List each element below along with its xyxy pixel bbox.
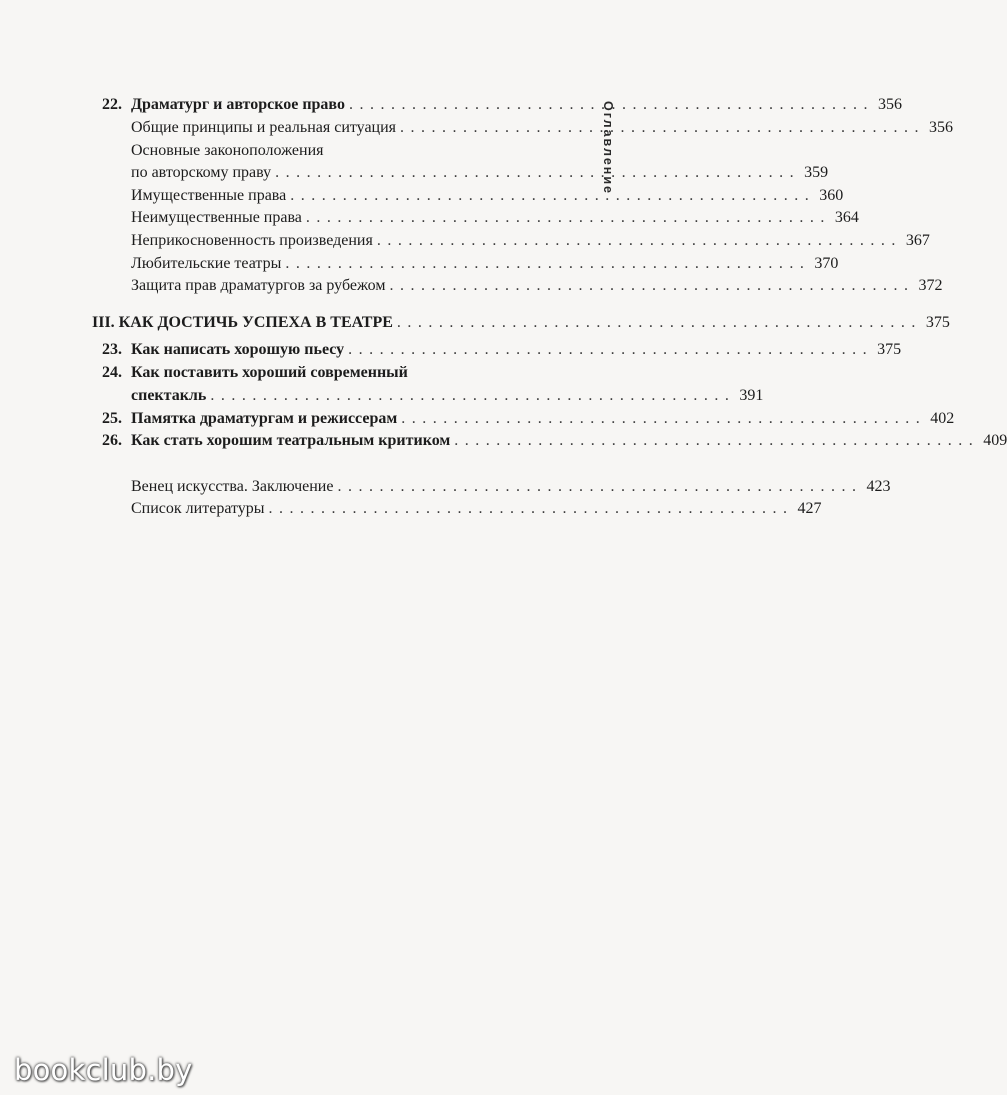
toc-page-number: 375 [877,341,902,358]
toc-subentry[interactable] [131,275,943,297]
toc-entry-label: Как стать хорошим театральным критиком [131,432,451,449]
toc-page-number: 364 [834,209,859,226]
toc-page-number: 367 [905,232,930,249]
toc-subentry[interactable] [131,207,859,229]
toc-entry-label: Неприкосновенность произведения [131,232,373,249]
leader-dots: .................................................. [396,314,922,331]
leader-dots: .................................................. [305,209,831,226]
toc-part-iii[interactable] [92,312,950,334]
toc-entry-label: Неимущественные права [131,209,302,226]
chapter-number: 23. [102,341,122,358]
toc-entry-label-line1: Как поставить хороший современный [131,364,408,381]
toc-entry-label: III. КАК ДОСТИЧЬ УСПЕХА В ТЕАТРЕ [92,314,393,331]
leader-dots: .................................................. [285,255,811,272]
toc-entry-25[interactable] [131,408,955,430]
toc-subentry[interactable] [131,117,954,139]
toc-entry-label: Любительские театры [131,255,282,272]
toc-page-number: 359 [804,164,829,181]
toc-entry-label: спектакль [131,387,207,404]
toc-entry-label: Драматург и авторское право [131,96,345,113]
leader-dots: .................................................. [268,500,794,517]
toc-entry-label: Общие принципы и реальная ситуация [131,119,397,136]
toc-subentry[interactable] [131,253,839,275]
running-header-text: Оглавление [601,101,616,195]
toc-entry-label-line1: Основные законоположения [131,142,324,159]
toc-subentry[interactable] [131,162,829,184]
toc-entry-label: Как написать хорошую пьесу [131,341,345,358]
toc-page-number: 356 [929,119,954,136]
toc-entry-bibliography[interactable] [131,498,822,520]
toc-entry-23[interactable] [131,339,902,361]
toc-page-number: 409 [983,432,1007,449]
toc-page-number: 423 [866,478,891,495]
toc-entry-label: Список литературы [131,500,265,517]
chapter-number: 24. [102,364,122,381]
toc-entry-label: Защита прав драматургов за рубежом [131,277,386,294]
toc-entry-22[interactable] [131,94,902,116]
toc-page-number: 375 [925,314,950,331]
leader-dots: .................................................. [210,387,736,404]
toc-page-number: 391 [739,387,764,404]
leader-dots: .................................................. [400,119,926,136]
toc-page-number: 370 [814,255,839,272]
leader-dots: .................................................. [389,277,915,294]
chapter-number: 22. [102,96,122,113]
toc-entry-label: Имущественные права [131,187,287,204]
toc-entry-24[interactable] [131,385,764,407]
toc-page-number: 402 [930,410,955,427]
toc-subentry[interactable] [131,230,930,252]
leader-dots: .................................................. [348,96,874,113]
chapter-number: 25. [102,410,122,427]
leader-dots: .................................................. [454,432,980,449]
leader-dots: .................................................. [275,164,801,181]
toc-entry-26[interactable] [131,430,1007,452]
toc-subentry[interactable] [131,185,844,207]
leader-dots: .................................................. [290,187,816,204]
toc-entry-label: Памятка драматургам и режиссерам [131,410,398,427]
chapter-number: 26. [102,432,122,449]
leader-dots: .................................................. [401,410,927,427]
leader-dots: .................................................. [376,232,902,249]
toc-entry-label: Венец искусства. Заключение [131,478,334,495]
toc-page-number: 427 [797,500,822,517]
toc-page-number: 356 [877,96,902,113]
toc-entry-conclusion[interactable] [131,476,891,498]
toc-entry-label: по авторскому праву [131,164,272,181]
leader-dots: .................................................. [348,341,874,358]
watermark: bookclub.by [14,1053,193,1087]
leader-dots: .................................................. [337,478,863,495]
toc-page-number: 360 [819,187,844,204]
toc-page-number: 372 [918,277,943,294]
